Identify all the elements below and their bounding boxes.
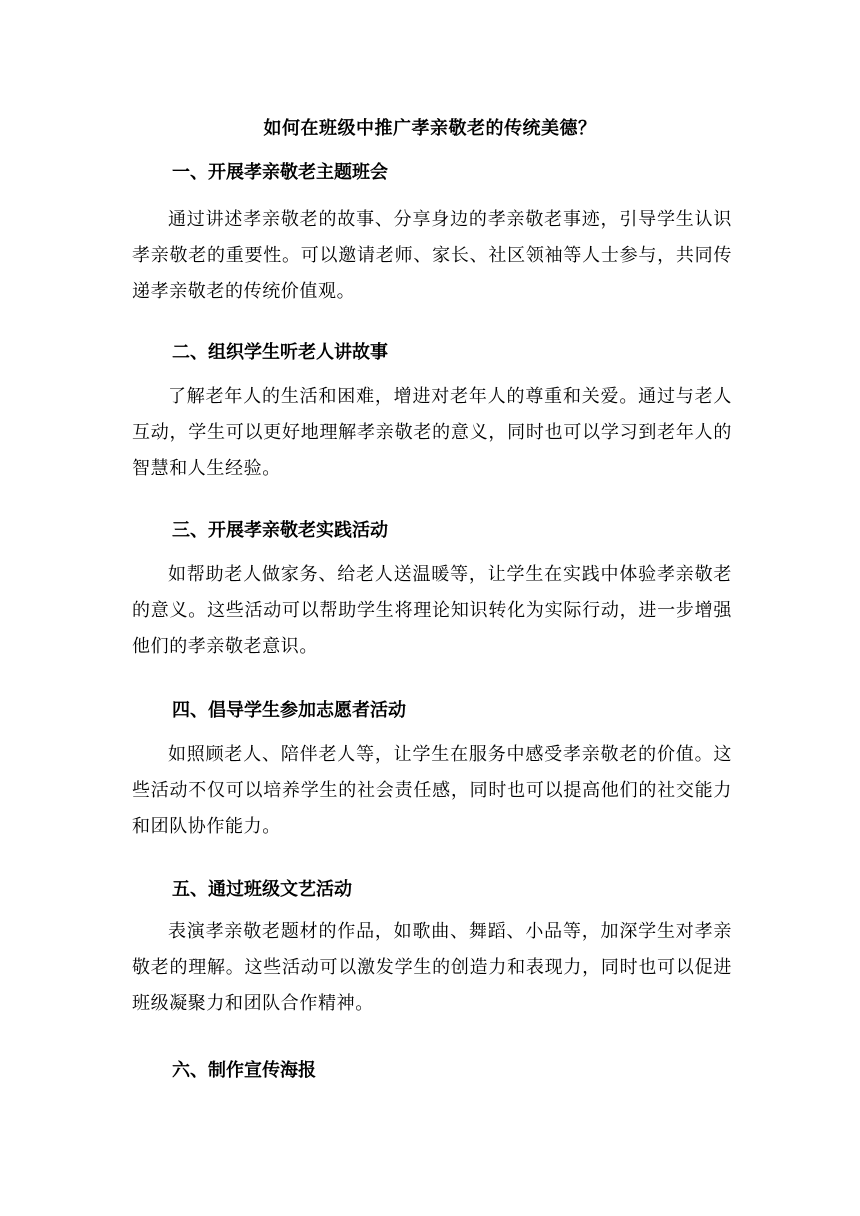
section-paragraph-1: 通过讲述孝亲敬老的故事、分享身边的孝亲敬老事迹，引导学生认识孝亲敬老的重要性。可以邀请老师、家长、社区领袖等人士参与，共同传递孝亲敬老的传统价值观。 [132,209,732,302]
section-heading-5: 五、通过班级文艺活动 [172,879,352,900]
section-paragraph-5: 表演孝亲敬老题材的作品，如歌曲、舞蹈、小品等，加深学生对孝亲敬老的理解。这些活动可以激发学生的创造力和表现力，同时也可以促进班级凝聚力和团队合作精神。 [132,921,732,1014]
section-heading-2: 二、组织学生听老人讲故事 [172,342,388,363]
section-heading-6: 六、制作宣传海报 [172,1060,316,1081]
section-heading-4: 四、倡导学生参加志愿者活动 [172,700,406,721]
section-paragraph-2: 了解老年人的生活和困难，增进对老年人的尊重和关爱。通过与老人互动，学生可以更好地理解孝亲敬老的意义，同时也可以学习到老年人的智慧和人生经验。 [132,386,732,479]
section-paragraph-4: 如照顾老人、陪伴老人等，让学生在服务中感受孝亲敬老的价值。这些活动不仅可以培养学生的社会责任感，同时也可以提高他们的社交能力和团队协作能力。 [132,744,732,837]
section-heading-3: 三、开展孝亲敬老实践活动 [172,520,388,541]
section-heading-1: 一、开展孝亲敬老主题班会 [172,162,388,183]
section-paragraph-3: 如帮助老人做家务、给老人送温暖等，让学生在实践中体验孝亲敬老的意义。这些活动可以帮助学生将理论知识转化为实际行动，进一步增强他们的孝亲敬老意识。 [132,564,732,657]
document-title: 如何在班级中推广孝亲敬老的传统美德？ [263,118,597,139]
